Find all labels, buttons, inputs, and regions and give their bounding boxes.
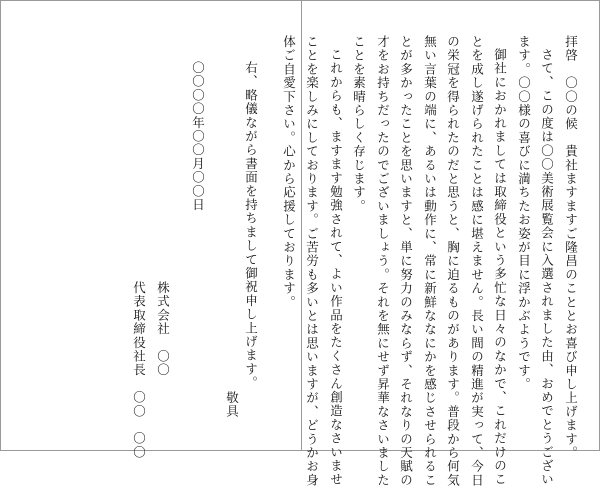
body-line-9: 才をお持ちだったのでございましょう。それを無にせず昇華なさいました [375,35,391,487]
body-line-12: ことを楽しみにしております。ご苦労も多いとは思いますが、どうかお身 [304,35,320,487]
body-line-11: これからも、ますます勉強されて、よい作品をたくさん創造なさいませ [328,48,344,487]
body-line-1: 拝啓 〇〇の候 貴社ますますご隆昌のこととお喜び申し上げます。 [563,35,579,460]
body-line-7: 無い言葉の端に、あるいは動作に、常に新鮮ななにかを感じさせられるこ [422,35,438,487]
body-line-3: ます。〇〇様の喜びに満ちたお姿が目に浮かぶようです。 [516,35,532,392]
body-line-10: ことを素晴らしく存じます。 [351,35,367,214]
page-fold-line [301,1,302,450]
sender-title-name: 代表取締役社長 〇〇 〇〇 [131,281,147,460]
date-line: 〇〇〇〇年〇〇月〇〇日 [190,61,206,212]
body-line-8: とが多かったことを思いますと、単に努力のみならず、それなりの天賦の [398,35,414,487]
body-line-5: とを成し遂げられたことは感に堪えません。長い間の精進が実って、今日 [469,35,485,487]
body-line-6: の栄冠を得られたのだと思うと、胸に迫るものがあります。普段から何気 [445,35,461,487]
body-line-13: 体ご自愛下さい。心から応援しております。 [281,35,297,309]
closing-keigu: 敬具 [224,391,240,419]
body-line-4: 御社におかれましては取締役という多忙な日々のなかで、これだけのこ [492,48,508,487]
sender-company: 株式会社 〇〇 [155,281,171,377]
postscript-line: 右、略儀ながら書面を持ちまして御祝申し上げます。 [243,61,259,390]
body-line-2: さて、この度は〇〇美術展覧会に入選されました由、おめでとうござい [539,48,555,487]
